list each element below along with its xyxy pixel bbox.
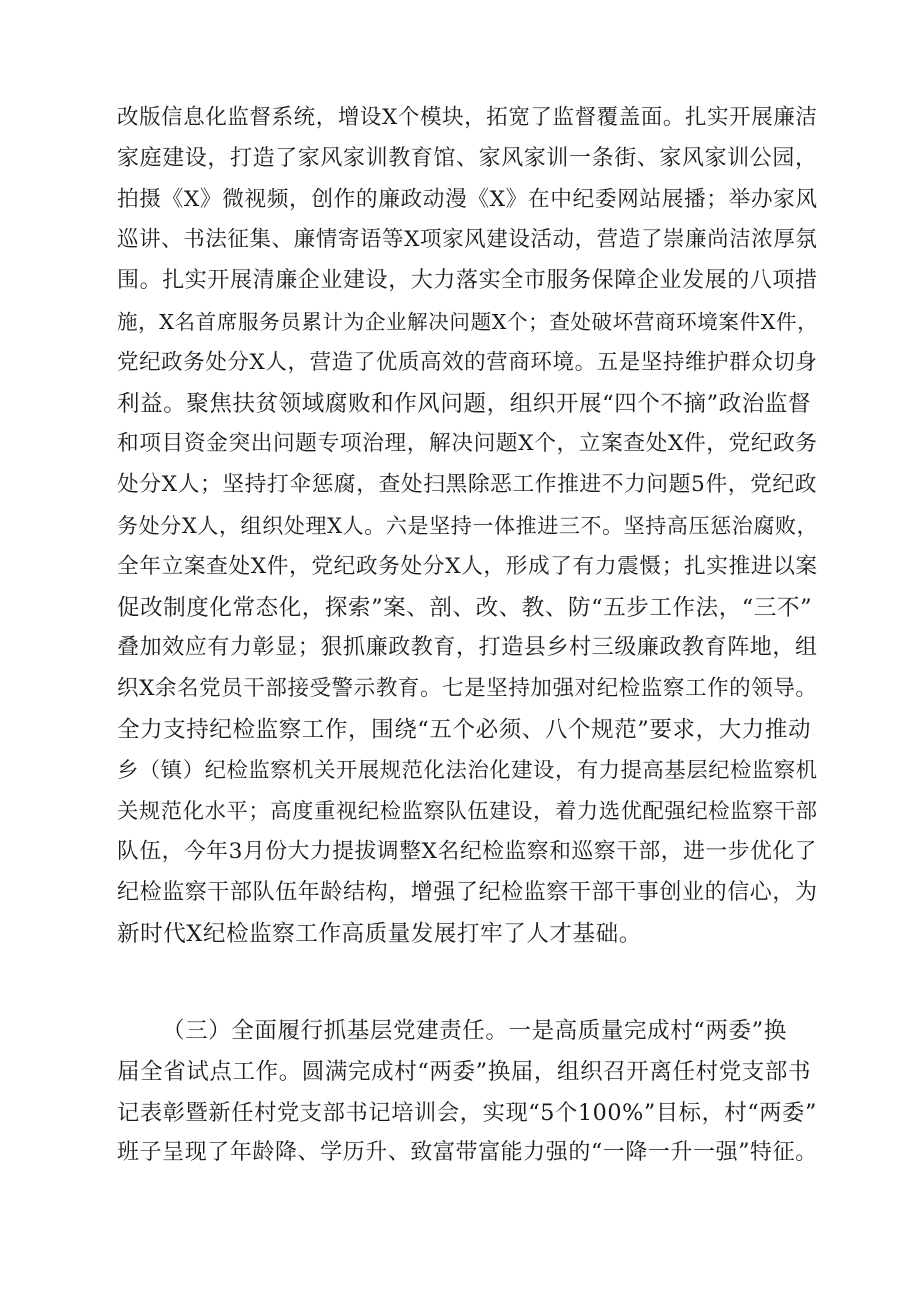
paragraph-line: 党纪政务处分X人，营造了优质高效的营商环境。五是坚持维护群众切身 xyxy=(117,349,818,375)
paragraph-line: 全年立案查处X件，党纪政务处分X人，形成了有力震慑；扎实推进以案 xyxy=(117,553,818,579)
paragraph-line: 叠加效应有力彰显；狠抓廉政教育，打造县乡村三级廉政教育阵地，组 xyxy=(117,635,818,661)
paragraph-line: 务处分X人，组织处理X人。六是坚持一体推进三不。坚持高压惩治腐败， xyxy=(117,512,819,538)
paragraph-line: 全力支持纪检监察工作，围绕“五个必须、八个规范”要求，大力推动 xyxy=(117,716,812,743)
paragraph-line: 巡讲、书法征集、廉情寄语等X项家风建设活动，营造了崇廉尚洁浓厚氛 xyxy=(117,227,818,253)
paragraph-line: 围。扎实开展清廉企业建设，大力落实全市服务保障企业发展的八项措 xyxy=(117,268,818,294)
paragraph-line: 届全省试点工作。圆满完成村“两委”换届，组织召开离任村党支部书 xyxy=(117,1058,812,1085)
paragraph-line: 利益。聚焦扶贫领域腐败和作风问题，组织开展“四个不摘”政治监督 xyxy=(117,390,812,417)
section-paragraph xyxy=(117,1011,817,1174)
section-heading-line: （三）全面履行抓基层党建责任。一是高质量完成村“两委”换 xyxy=(162,1018,787,1044)
paragraph-line: 关规范化水平；高度重视纪检监察队伍建设，着力选优配强纪检监察干部 xyxy=(117,798,818,824)
paragraph-line: 施，X名首席服务员累计为企业解决问题X个；查处破坏营商环境案件X件， xyxy=(117,309,819,334)
paragraph-line: 纪检监察干部队伍年龄结构，增强了纪检监察干部干事创业的信心，为 xyxy=(117,880,818,906)
paragraph-line: 拍摄《X》微视频，创作的廉政动漫《X》在中纪委网站展播；举办家风 xyxy=(117,186,818,212)
paragraph-line: 乡（镇）纪检监察机关开展规范化法治化建设，有力提高基层纪检监察机 xyxy=(117,757,818,783)
paragraph-line: 处分X人；坚持打伞惩腐，查处扫黑除恶工作推进不力问题5件，党纪政 xyxy=(117,472,818,498)
paragraph-line: 和项目资金突出问题专项治理，解决问题X个，立案查处X件，党纪政务 xyxy=(117,431,818,457)
paragraph-line: 促改制度化常态化，探索”案、剖、改、教、防“五步工作法，“三不” xyxy=(117,594,813,621)
paragraph-line: 记表彰暨新任村党支部书记培训会，实现“5个100%”目标，村“两委” xyxy=(117,1099,817,1126)
paragraph-line: 班子呈现了年龄降、学历升、致富带富能力强的“一降一升一强”特征。 xyxy=(117,1140,818,1166)
paragraph-line: 新时代X纪检监察工作高质量发展打牢了人才基础。 xyxy=(117,920,642,947)
paragraph-line: 改版信息化监督系统，增设X个模块，拓宽了监督覆盖面。扎实开展廉洁 xyxy=(117,105,818,130)
paragraph-line: 织X余名党员干部接受警示教育。七是坚持加强对纪检监察工作的领导。 xyxy=(117,676,818,702)
paragraph-line: 队伍，今年3月份大力提拔调整X名纪检监察和巡察干部，进一步优化了 xyxy=(117,839,818,865)
continuation-paragraph xyxy=(117,98,817,955)
paragraph-line: 家庭建设，打造了家风家训教育馆、家风家训一条街、家风家训公园， xyxy=(117,145,818,171)
